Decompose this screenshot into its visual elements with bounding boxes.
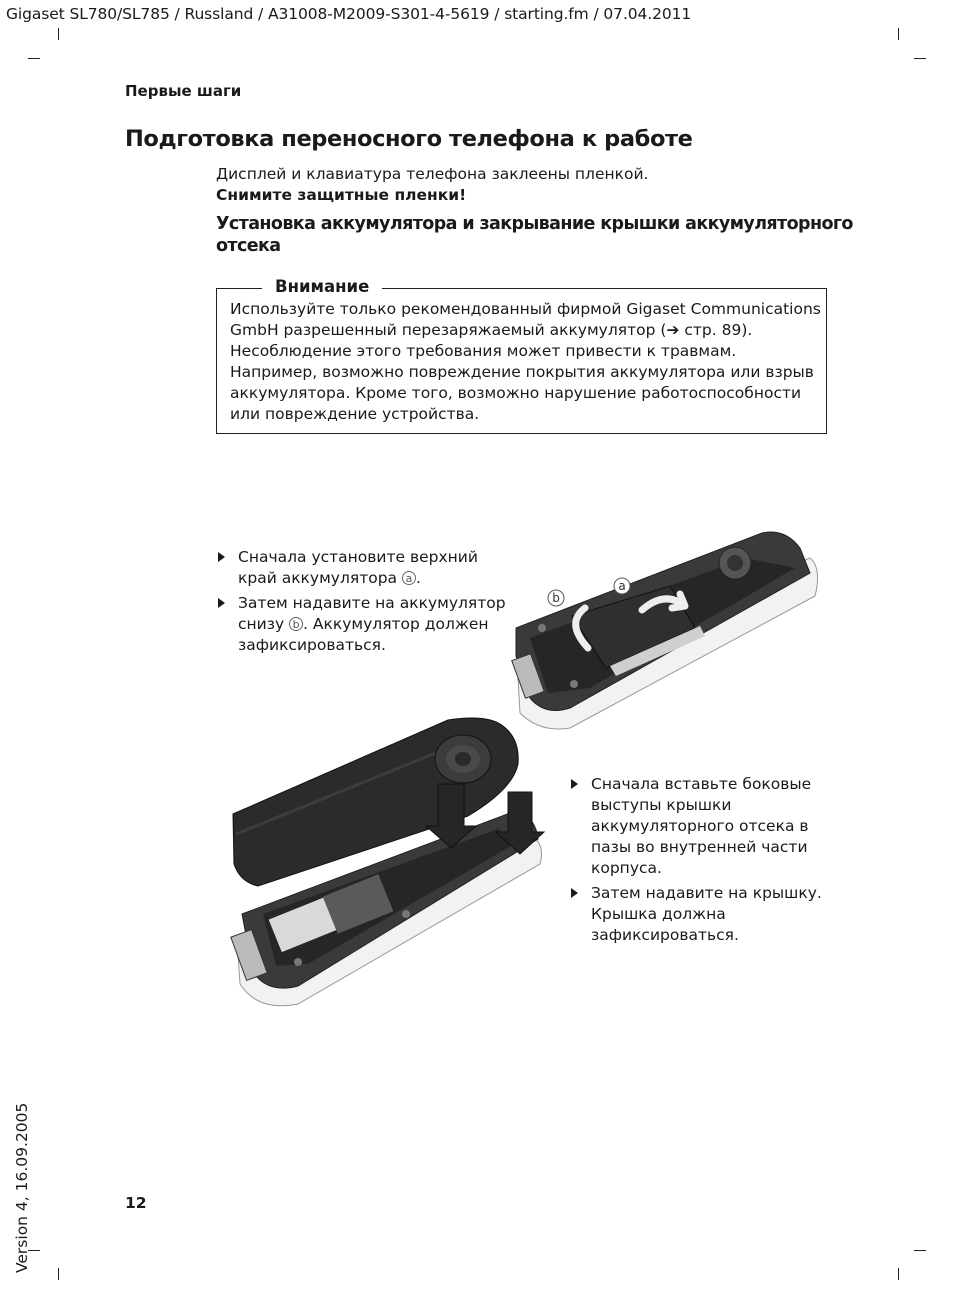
crop-mark bbox=[898, 1268, 899, 1280]
arrow-icon: ➔ bbox=[666, 321, 680, 339]
list-item bbox=[216, 547, 506, 589]
crop-mark bbox=[914, 1250, 926, 1251]
bullet-triangle-icon bbox=[571, 888, 578, 898]
bullet-triangle-icon bbox=[218, 552, 225, 562]
intro-text bbox=[216, 164, 648, 206]
marker-b-icon: b bbox=[289, 617, 303, 631]
warning-text-part: стр. 89). Несоблюдение этого требования может привести к травмам. Например, возможно повреждение покрытия аккумулятора или взрыв аккумулятора. Кроме того, возможно нарушение работоспособности или повреждение устройства. bbox=[230, 321, 814, 423]
list-item bbox=[569, 774, 829, 879]
intro-line: Дисплей и клавиатура телефона заклеены пленкой. bbox=[216, 165, 649, 183]
crop-mark bbox=[58, 28, 59, 40]
bullet-triangle-icon bbox=[218, 598, 225, 608]
battery-steps-list bbox=[216, 547, 506, 660]
crop-mark bbox=[898, 28, 899, 40]
cover-attach-illustration bbox=[228, 714, 546, 1012]
warning-title: Внимание bbox=[262, 277, 382, 296]
cover-steps-list bbox=[569, 774, 829, 950]
step-text: Затем надавите на аккумулятор снизу bbox=[238, 594, 506, 633]
figure-label-b: b bbox=[552, 591, 560, 605]
intro-instruction: Снимите защитные пленки! bbox=[216, 186, 467, 204]
page-number: 12 bbox=[125, 1194, 147, 1212]
step-text: . Аккумулятор должен зафиксироваться. bbox=[238, 615, 489, 654]
figure-label-a: a bbox=[618, 579, 626, 593]
warning-text-part: Используйте только рекомендованный фирмой Gigaset Communications GmbH разрешенный перезаряжаемый аккумулятор ( bbox=[230, 300, 821, 339]
version-label: Version 4, 16.09.2005 bbox=[13, 1102, 31, 1273]
page-title: Подготовка переносного телефона к работе bbox=[125, 126, 693, 152]
bullet-triangle-icon bbox=[571, 779, 578, 789]
list-item bbox=[216, 593, 506, 656]
marker-a-icon: a bbox=[402, 571, 416, 585]
battery-insertion-illustration bbox=[510, 528, 825, 733]
step-text: . bbox=[415, 569, 421, 587]
warning-text bbox=[230, 299, 822, 425]
section-label: Первые шаги bbox=[125, 82, 242, 100]
subheading: Установка аккумулятора и закрывание крышки аккумуляторного отсека bbox=[216, 214, 853, 256]
step-text: Затем надавите на крышку. Крышка должна зафиксироваться. bbox=[591, 884, 822, 944]
step-text: Сначала вставьте боковые выступы крышки аккумуляторного отсека в пазы во внутренней части корпуса. bbox=[591, 775, 812, 877]
list-item bbox=[569, 883, 829, 946]
crop-mark bbox=[28, 58, 40, 59]
crop-mark bbox=[914, 58, 926, 59]
crop-mark bbox=[58, 1268, 59, 1280]
document-meta-header: Gigaset SL780/SL785 / Russland / A31008-M2009-S301-4-5619 / starting.fm / 07.04.2011 bbox=[6, 5, 692, 23]
step-text: Сначала установите верхний край аккумулятора bbox=[238, 548, 478, 587]
